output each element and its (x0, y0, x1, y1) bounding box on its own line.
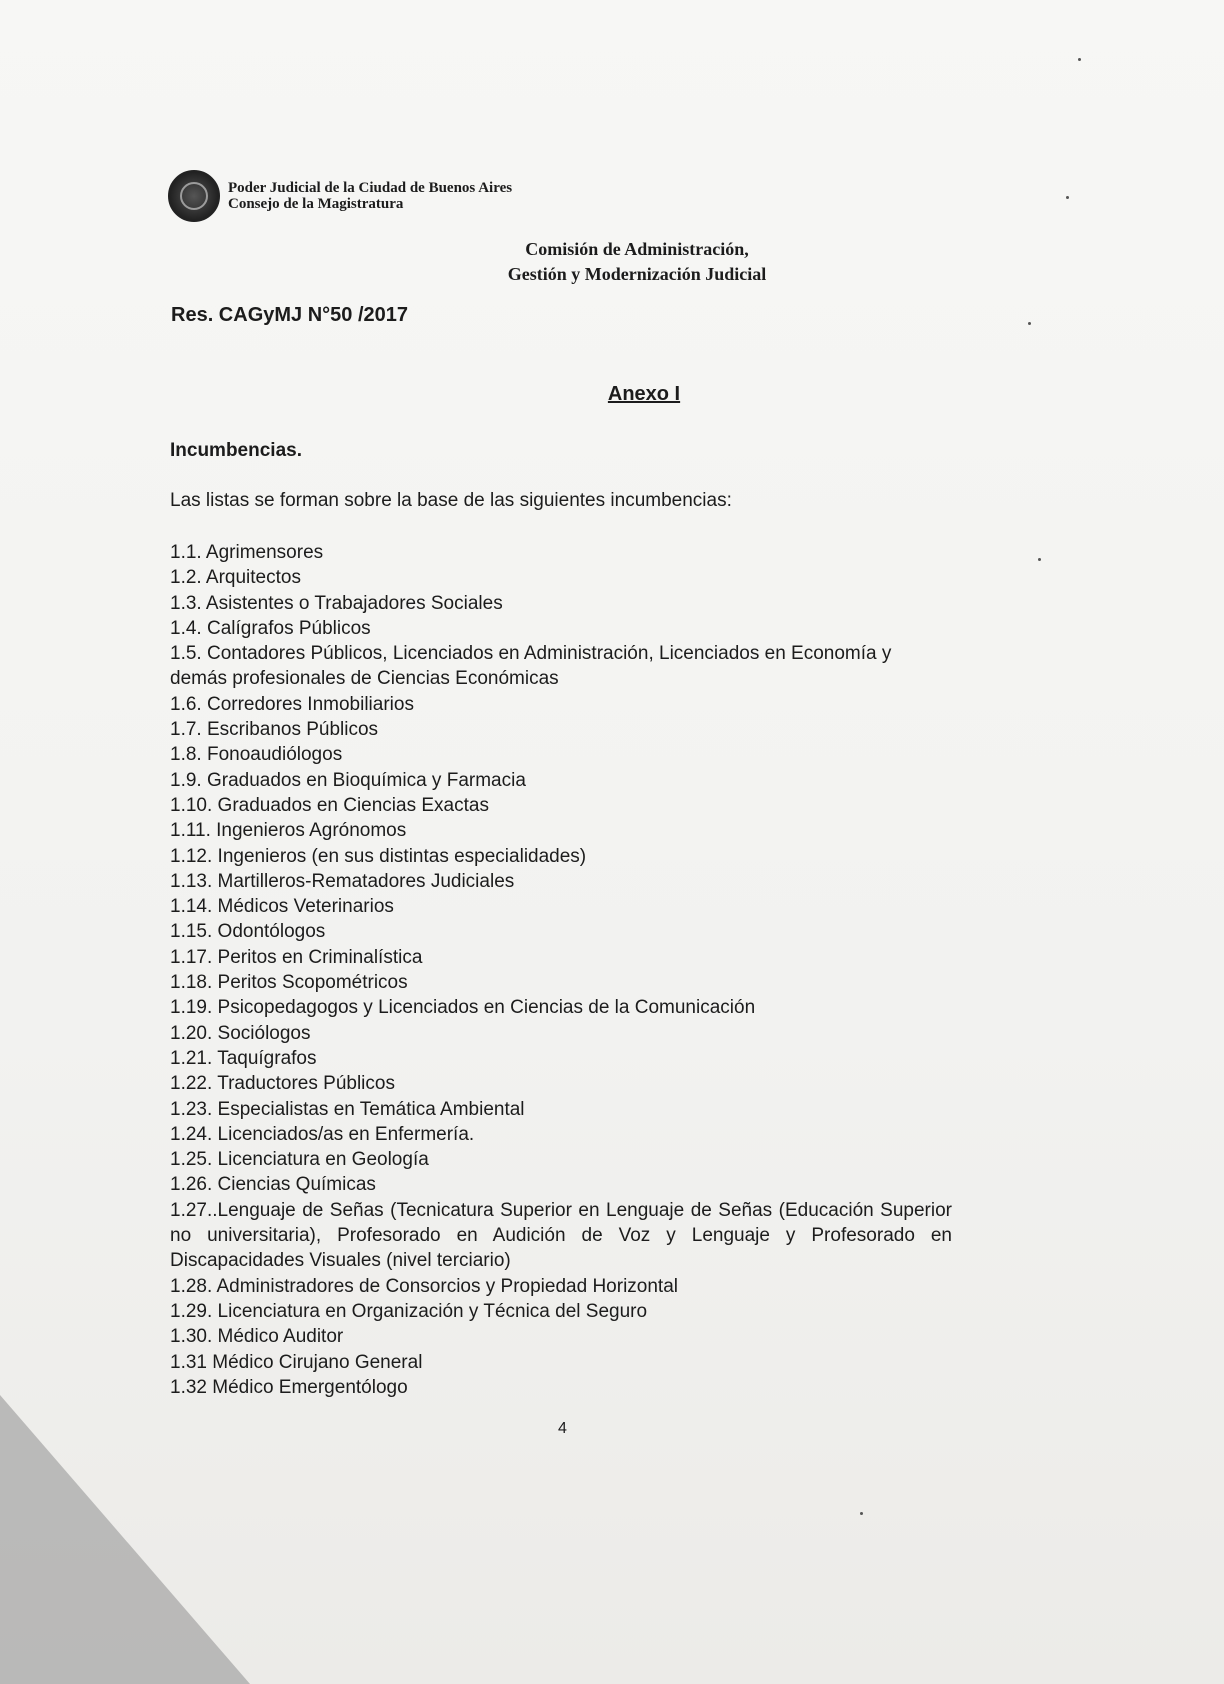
list-item: 1.4. Calígrafos Públicos (170, 617, 371, 639)
commission-line-1: Comisión de Administración, (525, 239, 749, 259)
list-item: 1.25. Licenciatura en Geología (170, 1149, 429, 1171)
scan-speck (1038, 558, 1041, 561)
list-item: 1.14. Médicos Veterinarios (170, 896, 394, 918)
list-item: 1.32 Médico Emergentólogo (170, 1376, 408, 1398)
list-item: 1.23. Especialistas en Temática Ambiental (170, 1098, 525, 1120)
resolution-number: Res. CAGyMJ N°50 /2017 (171, 304, 409, 326)
list-item: 1.27..Lenguaje de Señas (Tecnicatura Superior en Lenguaje de Señas (Educación Superior no universitaria), Profesorado en Audición de Voz y Lenguaje y Profesorado en Discapacidades Visuales (nivel terciario) (170, 1199, 952, 1272)
list-item: 1.2. Arquitectos (170, 567, 301, 589)
incumbencies-list (170, 540, 952, 1400)
letterhead-text (228, 180, 512, 212)
list-item: 1.21. Taquígrafos (170, 1047, 317, 1069)
scan-speck (1078, 58, 1081, 61)
list-item: 1.13. Martilleros-Rematadores Judiciales (170, 870, 515, 892)
letterhead-line-2: Consejo de la Magistratura (228, 196, 404, 212)
commission-line-2: Gestión y Modernización Judicial (507, 264, 767, 284)
list-item: 1.6. Corredores Inmobiliarios (170, 693, 414, 715)
intro-paragraph: Las listas se forman sobre la base de las siguientes incumbencias: (170, 490, 732, 511)
list-item: 1.3. Asistentes o Trabajadores Sociales (170, 592, 503, 614)
list-item: 1.18. Peritos Scopométricos (170, 972, 408, 994)
list-item: 1.1. Agrimensores (170, 542, 324, 563)
list-item: 1.22. Traductores Públicos (170, 1073, 395, 1095)
list-item: 1.26. Ciencias Químicas (170, 1174, 376, 1196)
list-item: 1.11. Ingenieros Agrónomos (170, 820, 407, 842)
page-number: 4 (558, 1420, 567, 1437)
list-item: 1.9. Graduados en Bioquímica y Farmacia (170, 769, 526, 791)
list-item: 1.24. Licenciados/as en Enfermería. (170, 1123, 475, 1145)
list-item: 1.30. Médico Auditor (170, 1326, 344, 1348)
list-item: 1.17. Peritos en Criminalística (170, 946, 423, 968)
list-item: 1.28. Administradores de Consorcios y Propiedad Horizontal (170, 1275, 678, 1297)
list-item: 1.15. Odontólogos (170, 921, 326, 943)
list-item: 1.5. Contadores Públicos, Licenciados en Administración, Licenciados en Economía y demás profesionales de Ciencias Económicas (170, 643, 892, 690)
list-item: 1.20. Sociólogos (170, 1022, 311, 1044)
letterhead (168, 170, 512, 222)
list-item: 1.12. Ingenieros (en sus distintas especialidades) (170, 845, 587, 867)
list-item: 1.31 Médico Cirujano General (170, 1351, 423, 1373)
list-item: 1.10. Graduados en Ciencias Exactas (170, 794, 489, 816)
institution-seal-icon (168, 170, 220, 222)
annex-title: Anexo I (607, 383, 681, 405)
section-heading: Incumbencias. (170, 440, 302, 461)
list-item: 1.8. Fonoaudiólogos (170, 744, 343, 766)
letterhead-line-1: Poder Judicial de la Ciudad de Buenos Aires (228, 180, 513, 196)
list-item: 1.7. Escribanos Públicos (170, 719, 379, 741)
list-item: 1.19. Psicopedagogos y Licenciados en Ciencias de la Comunicación (170, 997, 756, 1019)
commission-title (0, 237, 1224, 287)
folded-corner-shadow (0, 1395, 250, 1684)
scan-speck (860, 1512, 863, 1515)
list-item: 1.29. Licenciatura en Organización y Técnica del Seguro (170, 1300, 648, 1322)
scan-speck (1028, 322, 1031, 325)
scan-speck (1066, 196, 1069, 199)
